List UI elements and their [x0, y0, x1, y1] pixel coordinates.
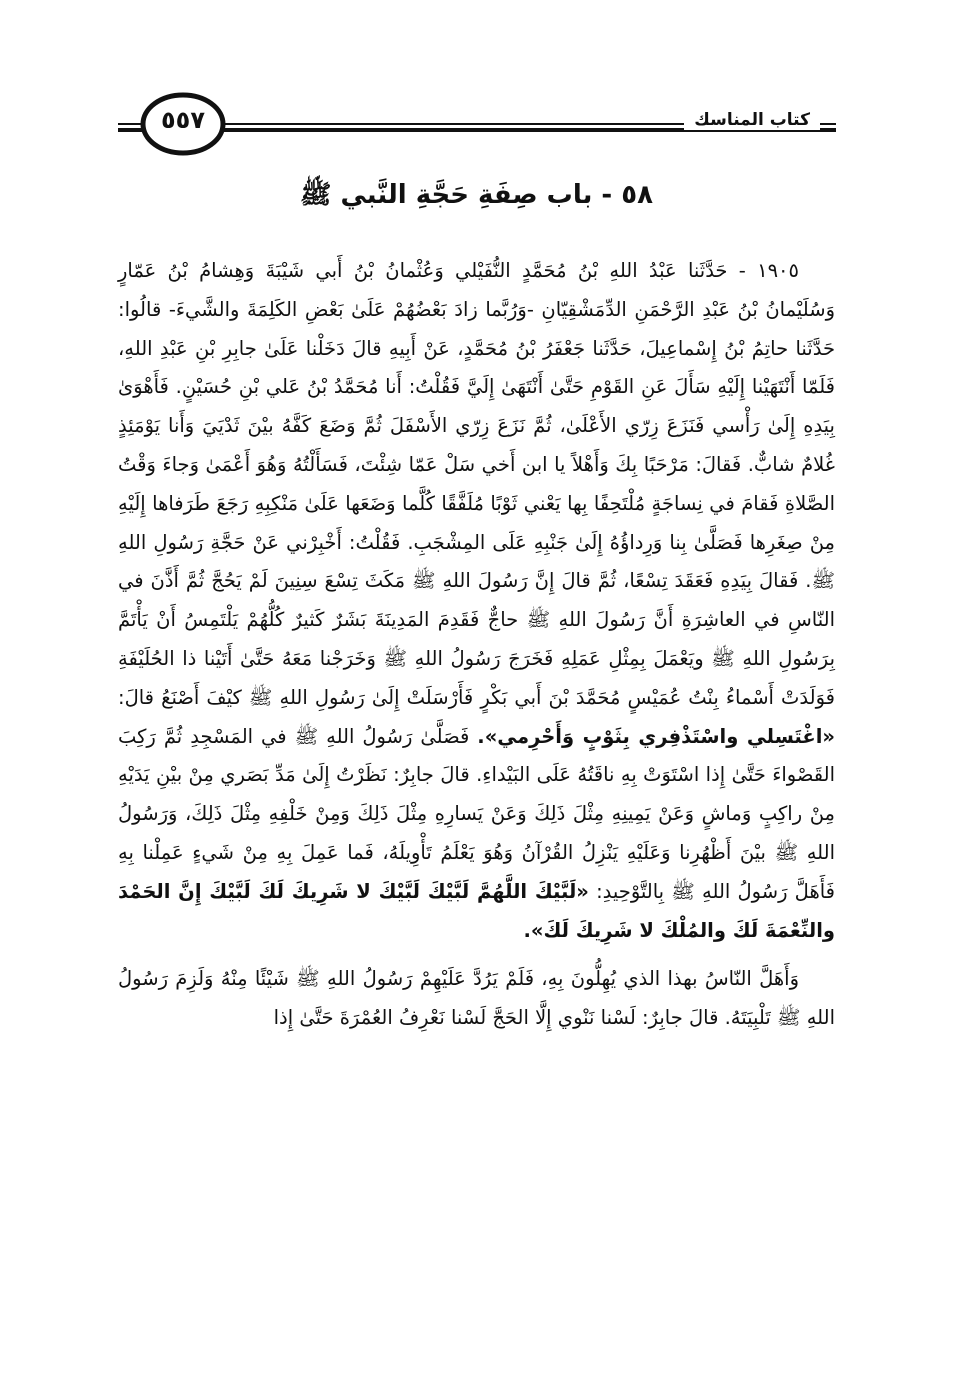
page-number: ٥٥٧: [161, 106, 205, 134]
prophet-quote: «اغْتَسِلي واسْتَذْفِري بِثَوْبٍ وَأَحْرِمي».: [477, 724, 835, 748]
paragraph: وَأَهَلَّ النّاسُ بهذا الذي يُهِلُّونَ بِهِ، فَلَمْ يَرُدَّ عَلَيْهِمْ رَسُولُ اللهِ ﷺ شَيْئًا مِنْهُ وَلَزِمَ رَسُولُ اللهِ ﷺ تَلْبِيَتَهُ. قالَ جابِرٌ: لَسْنا نَنْوي إِلَّا الحَجَّ لَسْنا نَعْرِفُ العُمْرَةَ حَتَّىٰ إِذا: [118, 967, 835, 1030]
book-title: كتاب المناسك: [684, 110, 820, 130]
hadith-text: [118, 252, 835, 1038]
chapter-heading: ٥٨ - باب صِفَةِ حَجَّةِ النَّبي ﷺ: [300, 180, 653, 210]
talbiya-quote: «لَبَّيْكَ اللَّهُمَّ لَبَّيْكَ لَبَّيْكَ لا شَرِيكَ لَكَ لَبَّيْكَ إِنَّ الحَمْدَ والنِّعْمَةَ لَكَ والمُلْكَ لا شَرِيكَ لَكَ».: [118, 879, 835, 942]
header-rule-ornament: [0, 0, 953, 175]
hadith-narration-continued: فَصَلَّىٰ رَسُولُ اللهِ ﷺ في المَسْجِدِ ثُمَّ رَكِبَ القَصْواءَ حَتَّىٰ إِذا اسْتَوَتْ بِهِ ناقَتُهُ عَلَى البَيْداءِ. قالَ جابِرٌ: نَظَرْتُ إِلَىٰ مَدِّ بَصَري مِنْ بيْنِ يَدَيْهِ مِنْ راكِبٍ وَماشٍ وَعَنْ يَمِينِهِ مِثْلَ ذَلِكَ وَعَنْ يَسارِهِ مِثْلَ ذَلِكَ وَمِنْ خَلْفِهِ مِثْلَ ذَلِكَ، وَرَسُولُ اللهِ ﷺ بيْنَ أَظْهُرِنا وَعَلَيْهِ يَنْزِلُ القُرْآنُ وَهُوَ يَعْلَمُ تَأْوِيلَهُ، فَما عَمِلَ بِهِ مِنْ شَيءٍ عَمِلْنا بِهِ فَأَهَلَّ رَسُولُ اللهِ ﷺ بِالتَّوْحِيدِ:: [118, 724, 835, 903]
hadith-narration: ١٩٠٥ - حَدَّثَنا عَبْدُ اللهِ بْنُ مُحَمَّدٍ النُّفَيْلي وَعُثْمانُ بْنُ أَبي شَيْبَةَ وَهِشامُ بْنُ عَمّارٍ وَسُلَيْمانُ بْنُ عَبْدِ الرَّحْمَنِ الدِّمَشْقِيّانِ -وَرُبَّما زادَ بَعْضُهُمْ عَلَىٰ بَعْضِ الكَلِمَةَ والشَّيءَ- قالُوا: حَدَّثَنا حاتِمُ بْنُ إِسْماعِيلَ، حَدَّثَنا جَعْفَرُ بْنُ مُحَمَّدٍ، عَنْ أَبِيهِ قالَ دَخَلْنا عَلَىٰ جابِرِ بْنِ عَبْدِ اللهِ، فَلَمّا أَنْتَهَيْنا إِلَيْهِ سَأَلَ عَنِ القَوْمِ حَتَّىٰ أَنْتَهَىٰ إِلَيَّ فَقُلْتُ: أَنا مُحَمَّدُ بْنُ عَلي بْنِ حُسَيْنٍ. فَأَهْوَىٰ بِيَدِهِ إِلَىٰ رَأْسي فَنَزَعَ زِرّي الأَعْلَىٰ، ثُمَّ نَزَعَ زِرّي الأَسْفَلَ ثُمَّ وَضَعَ كَفَّهُ بيْنَ ثَدْيَيَ وَأَنا يَوْمَئِذٍ غُلامٌ شابٌّ. فَقالَ: مَرْحَبًا بِكَ وَأَهْلاً يا ابن أَخي سَلْ عَمّا شِئْتَ، فَسَأَلْتُهُ وَهُوَ أَعْمَىٰ وَجاءَ وَقْتُ الصَّلاةِ فَقامَ في نِساجَةٍ مُلْتَحِفًا بِها يَعْني ثَوْبًا مُلَفَّقًا كُلَّما وَضَعَها عَلَىٰ مَنْكِبِهِ رَجَعَ طَرَفاها إِلَيْهِ مِنْ صِغَرِها فَصَلَّىٰ بِنا وَرِداؤُهُ إِلَىٰ جَنْبِهِ عَلَى المِشْجَبِ. فَقُلْتُ: أَخْبِرْني عَنْ حَجَّةِ رَسُولِ اللهِ ﷺ. فَقالَ بِيَدِهِ فَعَقَدَ تِسْعًا، ثُمَّ قالَ إِنَّ رَسُولَ اللهِ ﷺ مَكَثَ تِسْعَ سِنِينَ لَمْ يَحُجَّ ثُمَّ أَذَّنَ في النّاسِ في العاشِرَةِ أَنَّ رَسُولَ اللهِ ﷺ حاجٌّ فَقَدِمَ المَدِينَةَ بَشَرٌ كَثيرٌ كُلُّهُمْ يَلْتَمِسُ أَنْ يَأْتَمَّ بِرَسُولِ اللهِ ﷺ ويَعْمَلَ بِمِثْلِ عَمَلِهِ فَخَرَجَ رَسُولُ اللهِ ﷺ وَخَرَجْنا مَعَهُ حَتَّىٰ أَتَيْنا ذا الحُلَيْفَةِ فَوَلَدَتْ أَسْماءُ بِنْتُ عُمَيْسٍ مُحَمَّدَ بْنَ أَبي بَكْرٍ فَأَرْسَلَتْ إِلَىٰ رَسُولِ اللهِ ﷺ كيْفَ أَصْنَعُ قالَ:: [118, 259, 835, 709]
page-header: [0, 0, 953, 175]
paragraph: [118, 252, 835, 950]
